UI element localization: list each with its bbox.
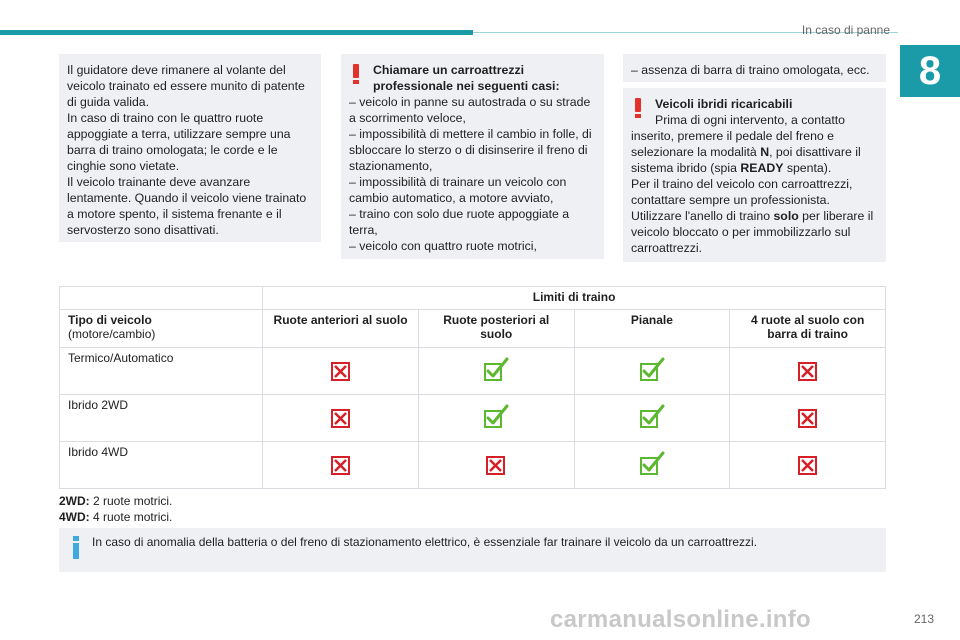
towing-mark-cell [730, 395, 886, 442]
hybrid-paragraph: Utilizzare l'anello di traino solo per liberare il veicolo bloccato o per immobilizzarlo sul carroattrezzi. [631, 209, 874, 255]
column-header: 4 ruote al suolo con barra di traino [730, 310, 886, 348]
towing-mark-cell [263, 442, 419, 489]
hybrid-title: Veicoli ibridi ricaricabili [655, 97, 793, 111]
section-title: In caso di panne [801, 23, 890, 37]
cross-icon [795, 357, 821, 383]
vehicle-type-cell: Ibrido 2WD [60, 395, 263, 442]
warning-item: – impossibilità di mettere il cambio in folle, di sbloccare lo sterzo o di disinserire il freno di stazionamento, [349, 127, 592, 173]
tow-truck-warning-box [341, 54, 604, 259]
check-icon [483, 357, 509, 383]
table-row [60, 442, 886, 489]
column-header: Ruote posteriori al suolo [418, 310, 574, 348]
column-header: Pianale [574, 310, 730, 348]
cross-icon [328, 451, 354, 477]
towing-mark-cell [263, 348, 419, 395]
hybrid-paragraph: Per il traino del veicolo con carroattrezzi, contattare sempre un professionista. [631, 177, 853, 207]
vehicle-type-header: Tipo di veicolo (motore/cambio) [60, 310, 263, 348]
towing-mark-cell [418, 442, 574, 489]
cross-icon [328, 357, 354, 383]
info-icon [73, 536, 79, 560]
check-icon [639, 357, 665, 383]
vehicle-type-cell: Termico/Automatico [60, 348, 263, 395]
towing-limits-header: Limiti di traino [263, 287, 886, 310]
check-icon [483, 404, 509, 430]
note-line: 4WD: 4 ruote motrici. [59, 510, 173, 524]
towing-mark-cell [730, 442, 886, 489]
abbreviation-notes [59, 493, 172, 525]
warning-item: – assenza di barra di traino omologata, ecc. [631, 63, 870, 77]
cross-icon [795, 451, 821, 477]
driver-notice-line: Il guidatore deve rimanere al volante del veicolo trainato ed essere munito di patente di guida valida. [67, 63, 305, 109]
check-icon [639, 451, 665, 477]
towing-mark-cell [574, 348, 730, 395]
watermark: carmanualsonline.info [550, 606, 812, 633]
vehicle-type-cell: Ibrido 4WD [60, 442, 263, 489]
towing-mark-cell [263, 395, 419, 442]
driver-notice-box [59, 54, 321, 242]
column-header: Ruote anteriori al suolo [263, 310, 419, 348]
cross-icon [483, 451, 509, 477]
info-box [59, 528, 886, 572]
note-line: 2WD: 2 ruote motrici. [59, 494, 173, 508]
check-icon [639, 404, 665, 430]
towing-mark-cell [574, 395, 730, 442]
driver-notice-line: Il veicolo trainante deve avanzare lentamente. Quando il veicolo viene trainato a motore spento, il sistema frenante e il servosterzo sono disattivati. [67, 175, 307, 237]
page-number: 213 [913, 612, 934, 626]
towing-mark-cell [574, 442, 730, 489]
towing-mark-cell [730, 348, 886, 395]
warning-item: – traino con solo due ruote appoggiate a terra, [349, 207, 570, 237]
driver-notice-line: In caso di traino con le quattro ruote appoggiate a terra, utilizzare sempre una barra di traino omologata; le corde e le cinghie sono vietate. [67, 111, 291, 173]
warning-item: – veicolo in panne su autostrada o su strade a scorrimento veloce, [349, 95, 591, 125]
towing-mark-cell [418, 348, 574, 395]
tow-bar-continuation-box [623, 54, 886, 82]
towing-mark-cell [418, 395, 574, 442]
table-corner-cell [60, 287, 263, 310]
info-text: In caso di anomalia della batteria o del freno di stazionamento elettrico, è essenziale far trainare il veicolo da un carroattrezzi. [92, 535, 758, 549]
warning-item: – impossibilità di trainare un veicolo con cambio automatico, a motore avviato, [349, 175, 567, 205]
table-row [60, 395, 886, 442]
hybrid-paragraph: Prima di ogni intervento, a contatto inserito, premere il pedale del freno e selezionare la modalità N, poi disattivare il sistema ibrido (spia READY spenta). [631, 113, 861, 175]
cross-icon [795, 404, 821, 430]
warning-item: – veicolo con quattro ruote motrici, [349, 239, 537, 253]
cross-icon [328, 404, 354, 430]
hybrid-warning-box [623, 88, 886, 262]
warning-title: Chiamare un carroattrezzi professionale nei seguenti casi: [373, 63, 560, 93]
chapter-number: 8 [900, 45, 960, 97]
towing-limits-table [59, 286, 886, 489]
header-accent-bar [0, 30, 473, 35]
warning-icon [635, 98, 641, 118]
warning-icon [353, 64, 359, 84]
table-row [60, 348, 886, 395]
